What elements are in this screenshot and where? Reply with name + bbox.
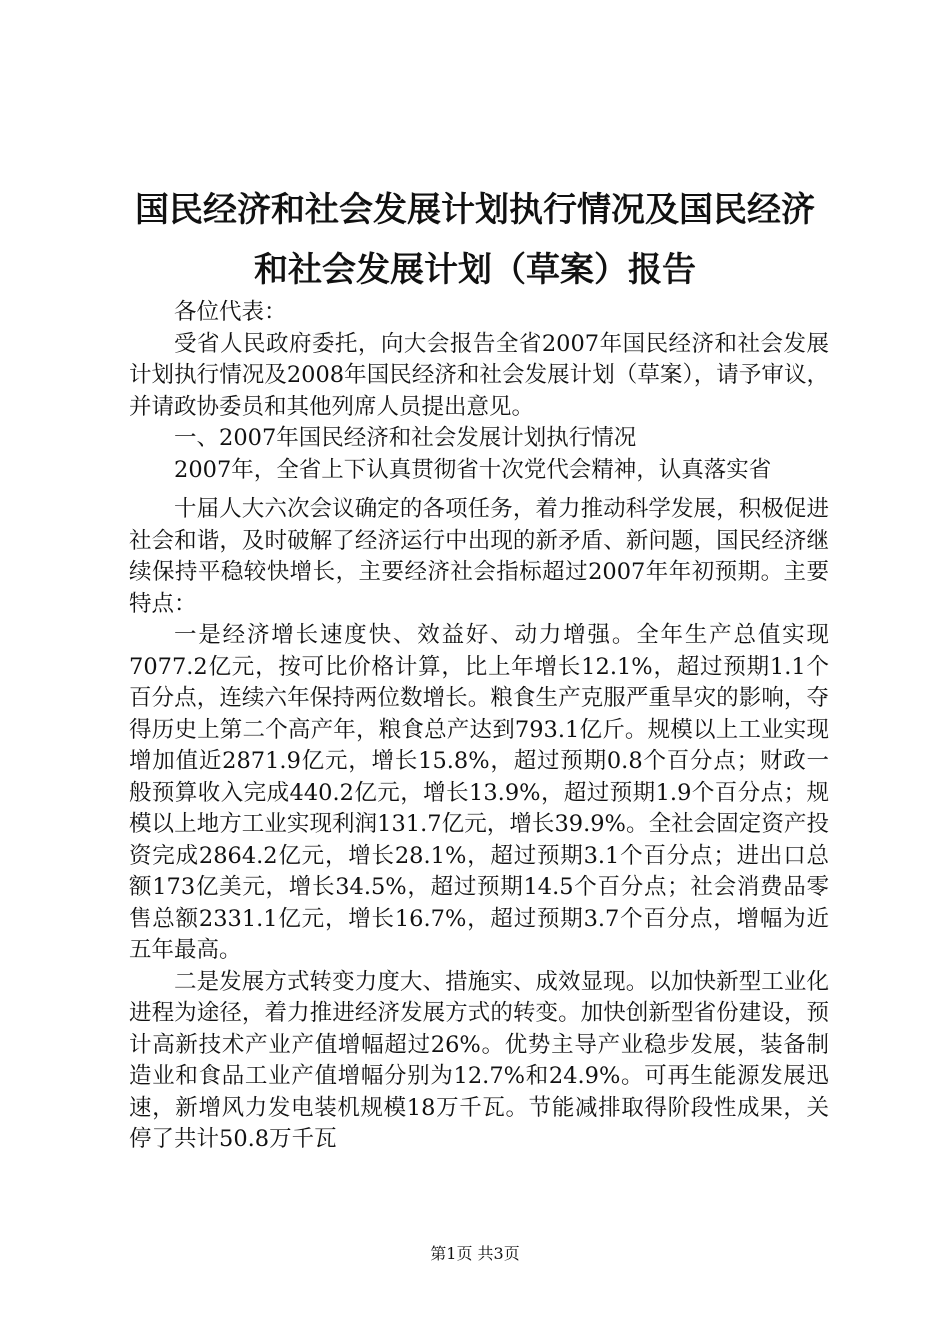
title-line-2: 和社会发展计划（草案）报告 (254, 250, 696, 290)
salutation: 各位代表： (174, 299, 287, 325)
paragraph-2007-overview-start: 2007年，全省上下认真贯彻省十次党代会精神，认真落实省 (174, 456, 772, 483)
paragraph-intro: 受省人民政府委托，向大会报告全省2007年国民经济和社会发展计划执行情况及2008年国民经济和社会发展计划（草案），请予审议，并请政协委员和其他列席人员提出意见。 (129, 330, 829, 420)
title-line-1: 国民经济和社会发展计划执行情况及国民经济 (135, 190, 815, 230)
document-body (129, 297, 829, 1156)
paragraph-development-mode: 二是发展方式转变力度大、措施实、成效显现。以加快新型工业化进程为途径，着力推进经济发展方式的转变。加快创新型省份建设，预计高新技术产业产值增幅超过26%。优势主导产业稳步发展，装备制造业和食品工业产值增幅分别为12.7%和24.9%。可再生能源发展迅速，新增风力发电装机规模18万千瓦。节能减排取得阶段性成果，关停了共计50.8万千瓦 (129, 968, 829, 1152)
section-heading: 一、2007年国民经济和社会发展计划执行情况 (174, 425, 637, 451)
page-footer: 第1页 共3页 (430, 1244, 520, 1263)
paragraph-2007-overview-continued: 十届人大六次会议确定的各项任务，着力推动科学发展，积极促进社会和谐，及时破解了经济运行中出现的新矛盾、新问题，国民经济继续保持平稳较快增长，主要经济社会指标超过2007年年初预期。主要特点： (129, 496, 829, 617)
paragraph-economic-growth: 一是经济增长速度快、效益好、动力增强。全年生产总值实现7077.2亿元，按可比价格计算，比上年增长12.1%，超过预期1.1个百分点，连续六年保持两位数增长。粮食生产克服严重旱灾的影响，夺得历史上第二个高产年，粮食总产达到793.1亿斤。规模以上工业实现增加值近2871.9亿元，增长15.8%，超过预期0.8个百分点；财政一般预算收入完成440.2亿元，增长13.9%，超过预期1.9个百分点；规模以上地方工业实现利润131.7亿元，增长39.9%。全社会固定资产投资完成2864.2亿元，增长28.1%，超过预期3.1个百分点；进出口总额173亿美元，增长34.5%，超过预期14.5个百分点；社会消费品零售总额2331.1亿元，增长16.7%，超过预期3.7个百分点，增幅为近五年最高。 (129, 622, 829, 963)
document-title (120, 180, 830, 300)
